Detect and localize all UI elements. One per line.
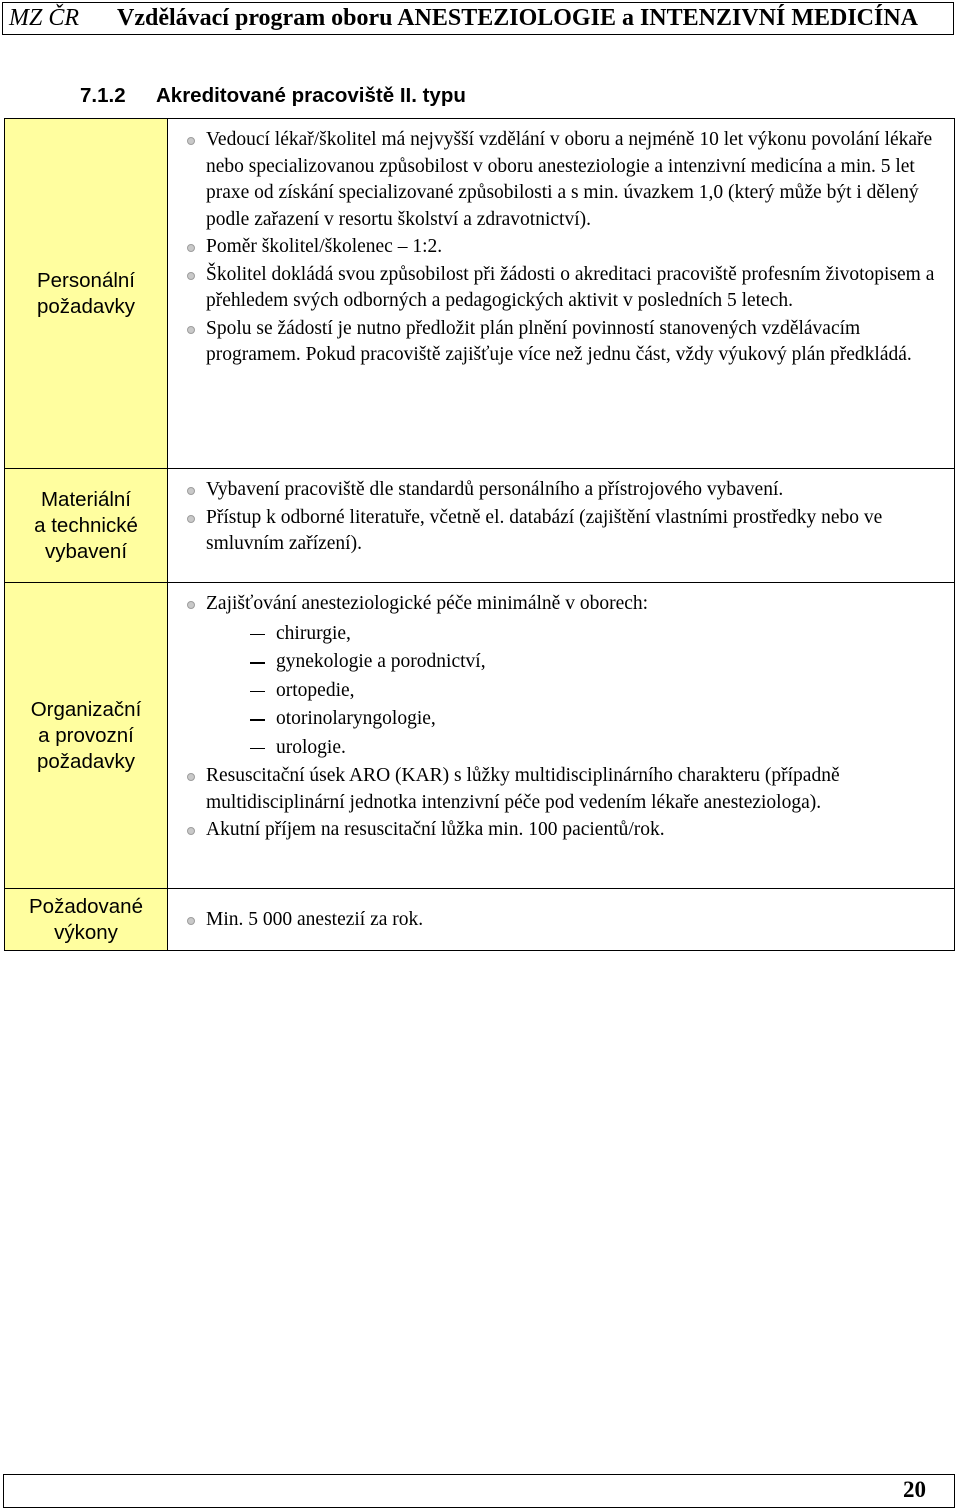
page-number: 20 [903,1477,926,1502]
table-row [5,889,955,951]
bullet-icon [187,773,195,781]
row-content-personnel [168,119,955,469]
list-item [180,477,940,504]
bullet-list [180,907,940,934]
program-title: Vzdělávací program oboru ANESTEZIOLOGIE a INTENZIVNÍ MEDICÍNA [117,5,918,31]
row-label-line: Požadované [29,894,143,918]
bullet-icon [187,917,195,925]
sub-list-item-text: ortopedie, [276,679,355,701]
bullet-list [180,127,940,369]
sub-list [206,620,940,763]
list-item-text: Vybavení pracoviště dle standardů personálního a přístrojového vybavení. [206,479,784,500]
list-item-text: Školitel dokládá svou způsobilost při žádosti o akreditaci pracoviště profesním životopisem a přehledem svých odborných a pedagogických aktivit v posledních 5 letech. [206,263,935,311]
bullet-icon [187,137,195,145]
row-label-line: Materiální [40,487,131,511]
row-label-line: požadavky [36,294,135,318]
list-item-text: Akutní příjem na resuscitační lůžka min. 100 pacientů/rok. [206,819,665,840]
list-item [180,763,940,816]
list-item-text: Poměr školitel/školenec – 1:2. [206,236,443,257]
row-content-performance [168,889,955,951]
sub-list-item-text: chirurgie, [276,622,351,644]
list-item [180,127,940,233]
bullet-list [180,591,940,844]
section-number: 7.1.2 [80,84,126,107]
bullet-icon [187,487,195,495]
bullet-list [180,477,940,558]
document-footer [3,1474,955,1508]
bullet-icon [187,272,195,280]
dash-icon [250,691,265,693]
organization-name: MZ ČR [9,5,80,31]
sub-list-item [206,734,940,763]
row-content-organizational [168,583,955,889]
row-label-line: požadavky [36,749,135,773]
dash-icon [250,748,265,750]
bullet-icon [187,326,195,334]
row-label-line: výkony [54,920,118,944]
list-item-text: Zajišťování anesteziologické péče minimálně v oborech: [206,593,649,614]
row-label-line: a provozní [38,723,134,747]
bullet-icon [187,601,195,609]
dash-icon [250,662,265,664]
sub-list-item [206,677,940,706]
row-label-line: Personální [36,268,135,292]
row-label-line: Organizační [30,697,142,721]
row-label-line: vybavení [44,539,128,563]
bullet-icon [187,244,195,252]
list-item [180,591,940,762]
list-item-text: Přístup k odborné literatuře, včetně el. databází (zajištění vlastními prostředky nebo ve smluvním zařízení). [206,506,883,554]
sub-list-item-text: otorinolaryngologie, [276,708,436,729]
list-item-text: Resuscitační úsek ARO (KAR) s lůžky multidisciplinárního charakteru (případně multidisciplinární jednotka intenzivní péče pod vedením lékaře anesteziologa). [206,765,840,813]
section-title: Akreditované pracoviště II. typu [156,84,466,107]
section-heading [80,84,466,108]
row-label-personnel [5,119,168,469]
list-item [180,817,940,844]
list-item [180,907,940,934]
sub-list-item [206,620,940,649]
sub-list-item-text: gynekologie a porodnictví, [276,651,486,672]
list-item-text: Spolu se žádostí je nutno předložit plán plnění povinností stanovených vzdělávacím programem. Pokud pracoviště zajišťuje více než jednu část, vždy výukový plán předkládá. [206,317,912,365]
row-label-organizational [5,583,168,889]
document-header [2,2,954,35]
list-item [180,262,940,315]
sub-list-item [206,648,940,677]
bullet-icon [187,515,195,523]
row-label-line: a technické [34,513,138,537]
bullet-icon [187,827,195,835]
list-item-text: Vedoucí lékař/školitel má nejvyšší vzdělání v oboru a nejméně 10 let výkonu povolání lékaře nebo specializovanou způsobilost v oboru anesteziologie a intenzivní medicína a min. 5 let praxe od získání specializované způsobilosti a s min. úvazkem 1,0 (který může být i dělený podle zařazení v resortu školství a zdravotnictví). [206,129,933,230]
table-row [5,469,955,583]
row-label-performance [5,889,168,951]
sub-list-item-text: urologie. [276,736,346,758]
list-item [180,234,940,261]
dash-icon [250,634,265,636]
list-item [180,505,940,558]
list-item [180,316,940,369]
row-content-equipment [168,469,955,583]
table-row [5,583,955,889]
list-item-text: Min. 5 000 anestezií za rok. [206,908,424,930]
table-row [5,119,955,469]
requirements-table [4,118,955,951]
dash-icon [250,719,265,721]
sub-list-item [206,705,940,734]
row-label-equipment [5,469,168,583]
